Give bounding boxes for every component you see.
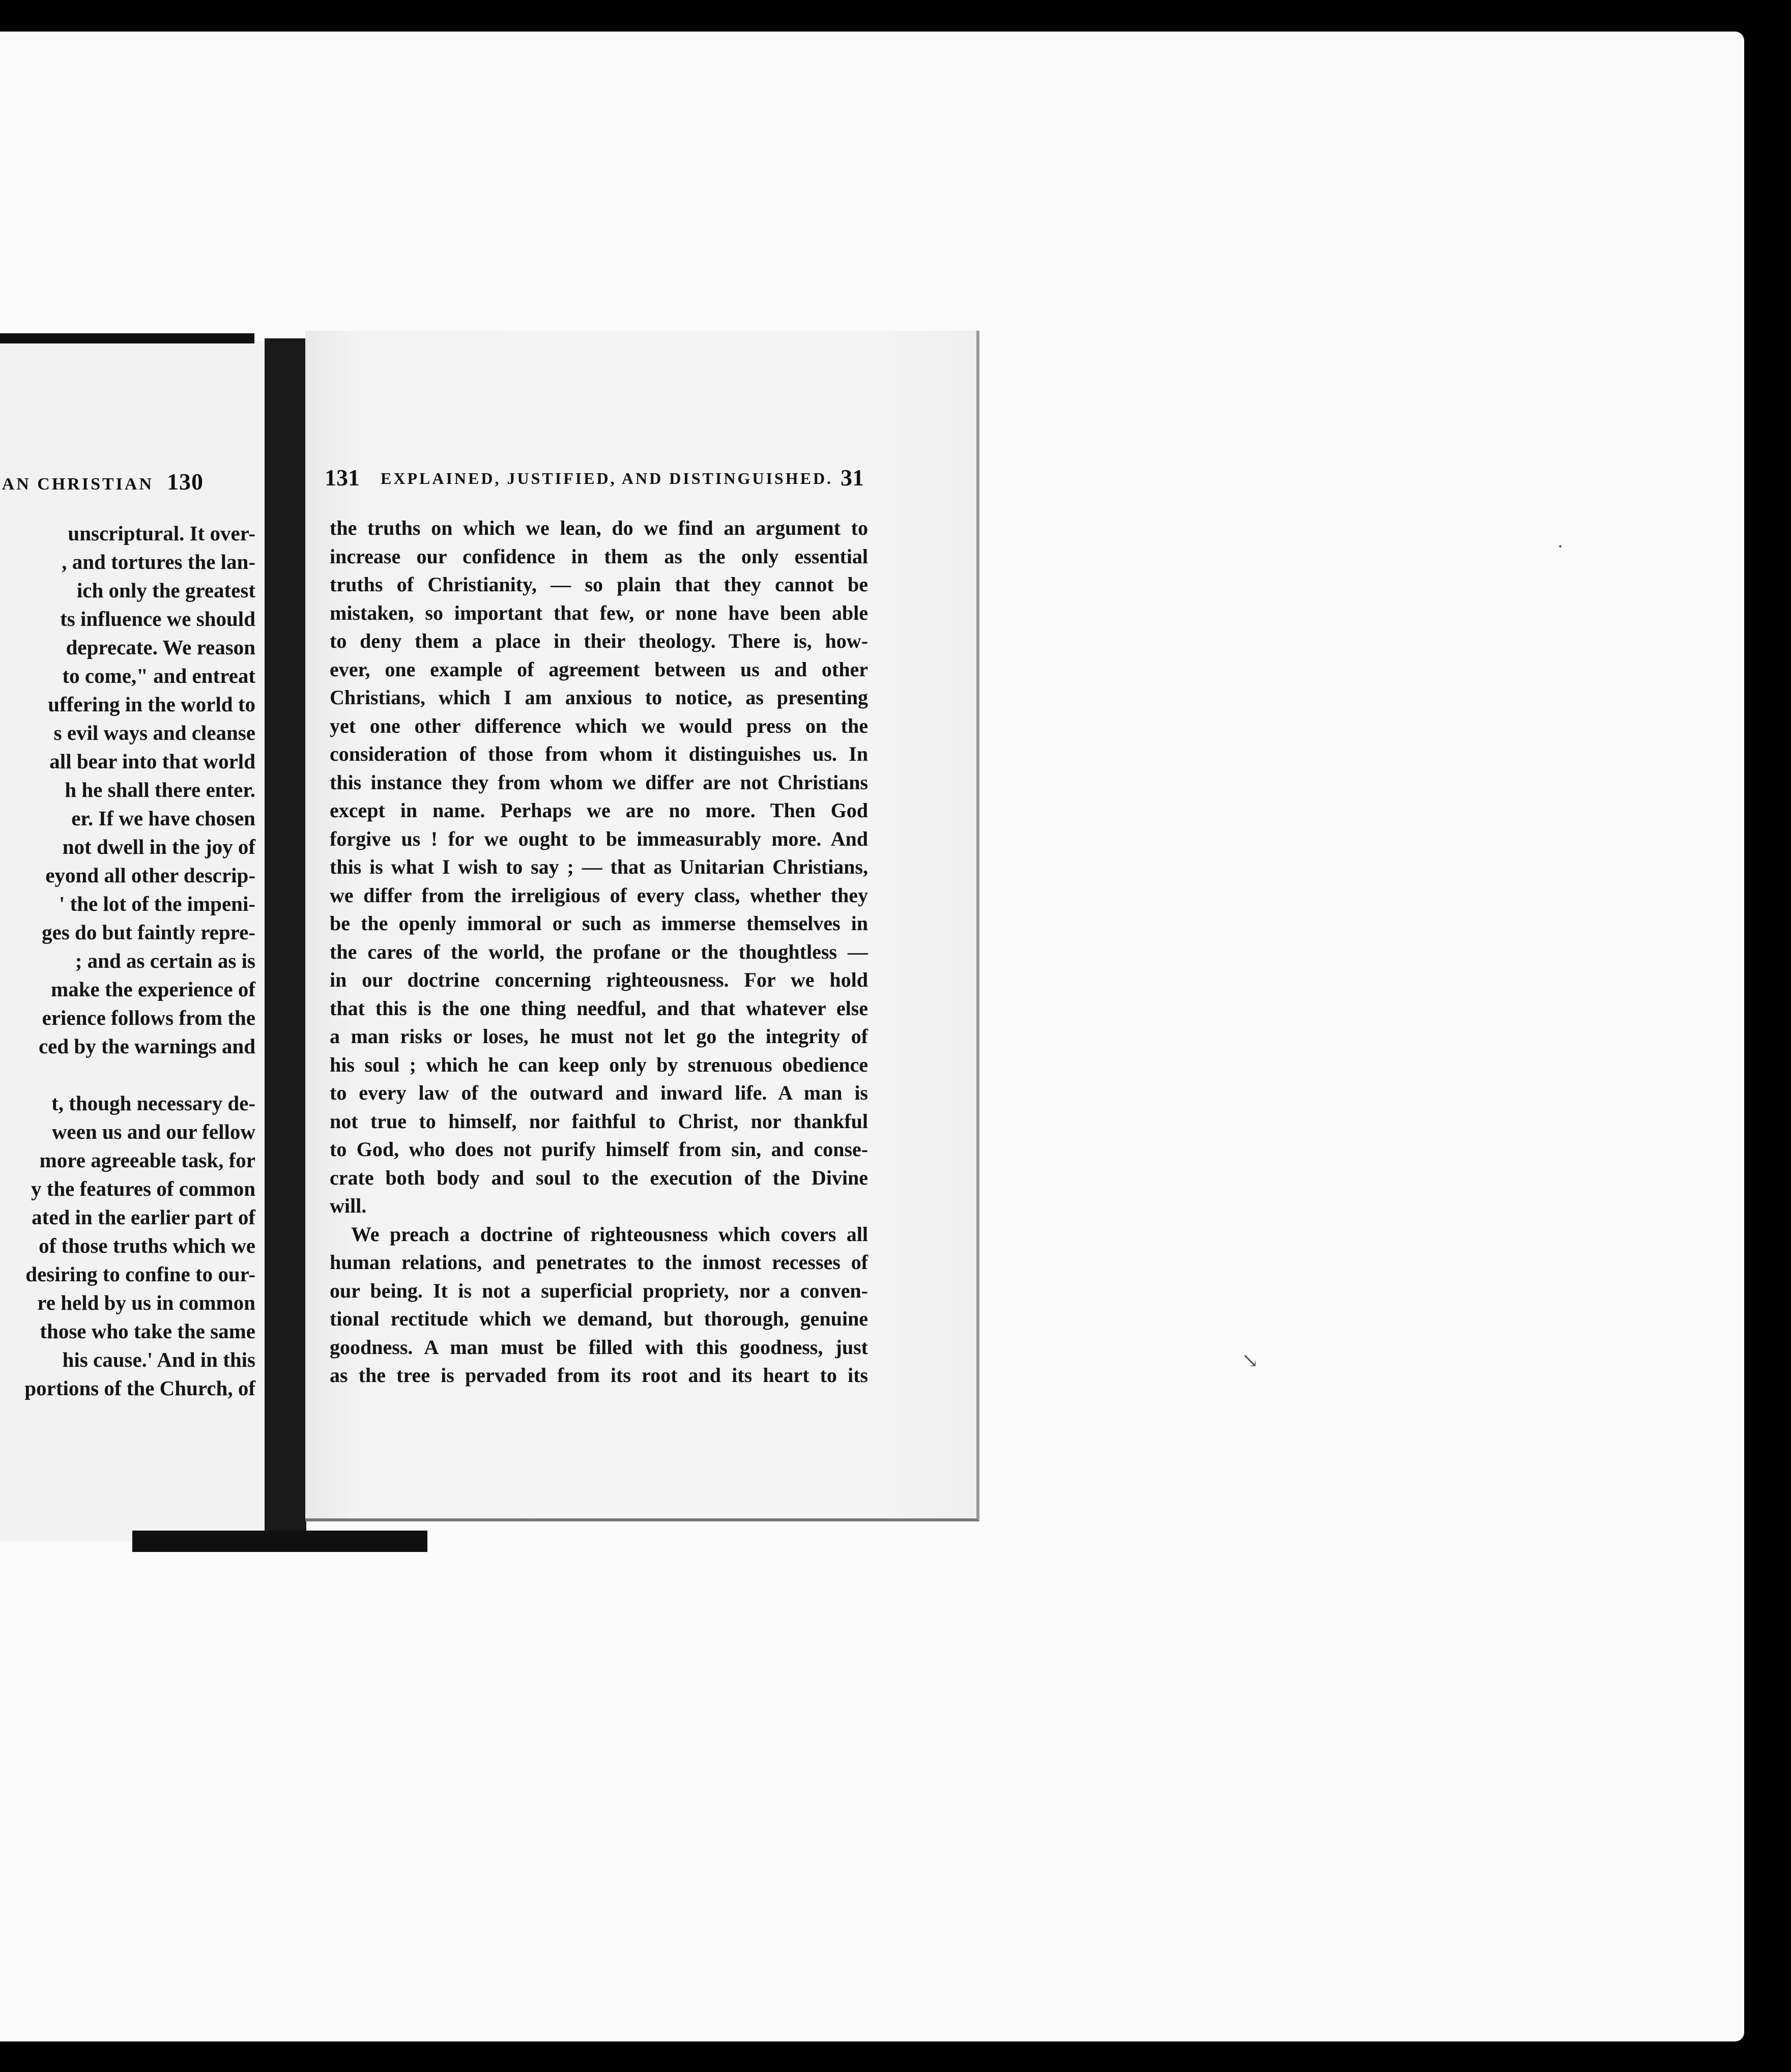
body-text xyxy=(330,514,868,1390)
text-line: unscriptural. It over- xyxy=(68,522,255,545)
text-line: of those truths which we xyxy=(39,1234,255,1257)
text-line: as the tree is pervaded from its root and its heart to its xyxy=(330,1364,868,1387)
page-number-right: 31 xyxy=(841,465,864,491)
text-line: ' the lot of the impeni- xyxy=(59,892,255,915)
left-running-head xyxy=(0,468,204,499)
text-line: y the features of common xyxy=(31,1177,255,1200)
text-line: our being. It is not a superficial propriety, nor a conven- xyxy=(330,1279,868,1302)
text-line: , and tortures the lan- xyxy=(62,550,255,573)
text-line: re held by us in common xyxy=(37,1291,255,1314)
text-line: portions of the Church, of xyxy=(24,1376,255,1400)
text-line: a man risks or loses, he must not let go the integrity of xyxy=(330,1025,868,1048)
text-line: we differ from the irreligious of every class, whether they xyxy=(330,883,868,907)
text-line: that this is the one thing needful, and that whatever else xyxy=(330,996,868,1020)
text-line: mistaken, so important that few, or none have been able xyxy=(330,601,868,624)
text-line: ated in the earlier part of xyxy=(32,1205,255,1229)
binding-gutter xyxy=(265,338,306,1534)
text-line: eyond all other descrip- xyxy=(45,864,255,887)
text-line: all bear into that world xyxy=(49,750,255,773)
text-line: make the experience of xyxy=(51,977,255,1001)
text-line: human relations, and penetrates to the inmost recesses of xyxy=(330,1251,868,1274)
left-page-text xyxy=(0,519,255,1402)
text-line: to deny them a place in their theology. There is, how- xyxy=(330,629,868,652)
text-line: ever, one example of agreement between us and other xyxy=(330,657,868,681)
text-line: deprecate. We reason xyxy=(66,636,255,659)
text-line: We preach a doctrine of righteousness which covers all xyxy=(351,1222,868,1246)
text-line: ; and as certain as is xyxy=(75,949,255,972)
text-line: more agreeable task, for xyxy=(39,1148,255,1172)
text-line: those who take the same xyxy=(40,1319,255,1343)
text-line: increase our confidence in them as the only essential xyxy=(330,544,868,568)
right-page xyxy=(305,331,979,1521)
left-page-number: 130 xyxy=(167,469,204,495)
text-line: to come," and entreat xyxy=(62,664,255,687)
running-head xyxy=(325,464,864,500)
text-line: not true to himself, nor faithful to Christ, nor thankful xyxy=(330,1109,868,1133)
text-line xyxy=(0,1060,255,1089)
text-line: t, though necessary de- xyxy=(51,1091,255,1115)
text-line: er. If we have chosen xyxy=(71,807,255,830)
text-line: ced by the warnings and xyxy=(38,1034,255,1058)
text-line: yet one other difference which we would press on the xyxy=(330,714,868,737)
text-line: his soul ; which he can keep only by strenuous obedience xyxy=(330,1053,868,1076)
page-edge-shadow xyxy=(0,333,254,343)
left-page xyxy=(0,341,296,1542)
text-line: his cause.' And in this xyxy=(62,1348,255,1371)
text-line: Christians, which I am anxious to notice, as presenting xyxy=(330,686,868,709)
text-line: h he shall there enter. xyxy=(65,778,255,801)
text-line: not dwell in the joy of xyxy=(62,835,255,858)
text-line: uffering in the world to xyxy=(48,693,255,716)
text-line: except in name. Perhaps we are no more. Then God xyxy=(330,799,868,822)
text-line: consideration of those from whom it distinguishes us. In xyxy=(330,742,868,765)
text-line: goodness. A man must be filled with this goodness, just xyxy=(330,1335,868,1359)
text-line: this instance they from whom we differ are not Christians xyxy=(330,770,868,794)
stray-mark: · xyxy=(1557,535,1564,558)
text-line: tional rectitude which we demand, but thorough, genuine xyxy=(330,1307,868,1330)
text-line: to every law of the outward and inward life. A man is xyxy=(330,1081,868,1104)
text-line: this is what I wish to say ; — that as Unitarian Christians, xyxy=(330,855,868,878)
text-line: s evil ways and cleanse xyxy=(53,721,255,744)
text-line: in our doctrine concerning righteousness. For we hold xyxy=(330,968,868,991)
text-line: desiring to confine to our- xyxy=(25,1262,255,1286)
text-line: truths of Christianity, — so plain that they cannot be xyxy=(330,573,868,596)
text-line: ges do but faintly repre- xyxy=(42,920,255,944)
text-line: ts influence we should xyxy=(60,607,255,630)
text-line: the truths on which we lean, do we find an argument to xyxy=(330,516,868,539)
text-line: forgive us ! for we ought to be immeasurably more. And xyxy=(330,827,868,850)
text-line: will. xyxy=(330,1194,367,1217)
text-line: ich only the greatest xyxy=(76,579,255,602)
page-number-left: 131 xyxy=(325,465,360,491)
text-line: be the openly immoral or such as immerse themselves in xyxy=(330,912,868,935)
text-line: crate both body and soul to the execution of the Divine xyxy=(330,1166,868,1189)
text-line: ween us and our fellow xyxy=(51,1120,255,1143)
text-line: erience follows from the xyxy=(42,1006,255,1029)
left-running-head-text: AN CHRISTIAN xyxy=(2,475,154,494)
text-line: the cares of the world, the profane or the thoughtless — xyxy=(330,940,868,963)
stray-mark: ↘ xyxy=(1241,1349,1259,1372)
running-title: EXPLAINED, JUSTIFIED, AND DISTINGUISHED. xyxy=(381,469,833,487)
text-line: to God, who does not purify himself from sin, and conse- xyxy=(330,1138,868,1161)
binding-strip xyxy=(132,1531,427,1552)
